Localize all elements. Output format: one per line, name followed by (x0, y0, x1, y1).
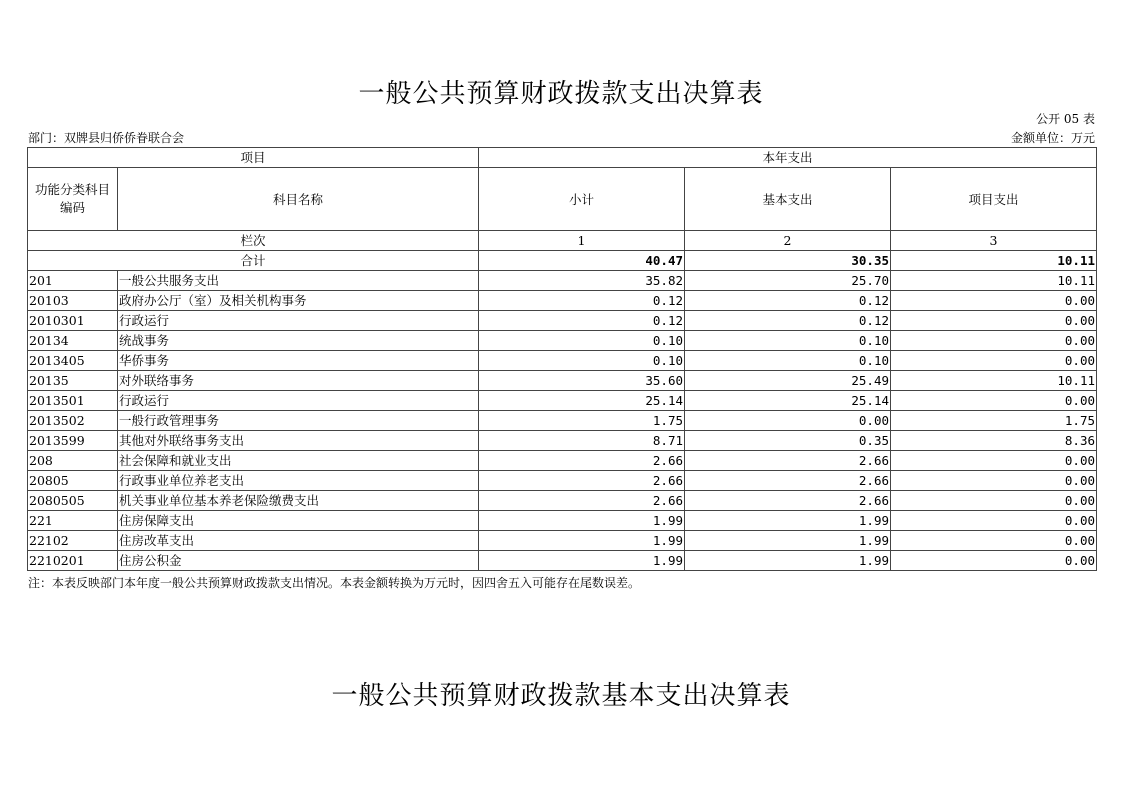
row-subtotal: 0.10 (479, 331, 685, 351)
table-note: 注：本表反映部门本年度一般公共预算财政拨款支出情况。本表金额转换为万元时，因四舍五入可能存在尾数误差。 (28, 576, 641, 590)
row-subtotal: 1.99 (479, 551, 685, 571)
row-code: 201 (28, 271, 118, 291)
row-project: 0.00 (891, 471, 1097, 491)
row-basic: 0.00 (685, 411, 891, 431)
total-basic: 30.35 (685, 251, 891, 271)
row-project: 1.75 (891, 411, 1097, 431)
row-subtotal: 2.66 (479, 451, 685, 471)
row-basic: 1.99 (685, 551, 891, 571)
table-row (28, 351, 1097, 371)
next-table-title: 一般公共预算财政拨款基本支出决算表 (331, 681, 791, 711)
row-project: 8.36 (891, 431, 1097, 451)
row-name: 其他对外联络事务支出 (118, 431, 479, 451)
row-project: 0.00 (891, 531, 1097, 551)
row-subtotal: 0.10 (479, 351, 685, 371)
total-label: 合计 (28, 251, 479, 271)
header-project-exp: 项目支出 (891, 168, 1097, 231)
table-row (28, 391, 1097, 411)
column-number-1: 1 (479, 231, 685, 251)
header-basic: 基本支出 (685, 168, 891, 231)
row-basic: 0.35 (685, 431, 891, 451)
row-subtotal: 35.60 (479, 371, 685, 391)
row-subtotal: 35.82 (479, 271, 685, 291)
row-name: 机关事业单位基本养老保险缴费支出 (118, 491, 479, 511)
row-code: 2080505 (28, 491, 118, 511)
row-basic: 25.70 (685, 271, 891, 291)
row-subtotal: 1.75 (479, 411, 685, 431)
amount-unit-label: 金额单位：万元 (1010, 131, 1095, 145)
row-code: 20134 (28, 331, 118, 351)
column-number-label: 栏次 (28, 231, 479, 251)
row-basic: 0.10 (685, 351, 891, 371)
row-name: 住房改革支出 (118, 531, 479, 551)
row-project: 10.11 (891, 271, 1097, 291)
header-subtotal: 小计 (479, 168, 685, 231)
row-basic: 2.66 (685, 491, 891, 511)
row-subtotal: 0.12 (479, 311, 685, 331)
table-row (28, 411, 1097, 431)
row-basic: 0.12 (685, 291, 891, 311)
table-row (28, 551, 1097, 571)
table-row (28, 491, 1097, 511)
row-name: 行政运行 (118, 311, 479, 331)
expenditure-table (27, 147, 1097, 571)
row-code: 221 (28, 511, 118, 531)
row-code: 2010301 (28, 311, 118, 331)
row-code: 20135 (28, 371, 118, 391)
row-name: 华侨事务 (118, 351, 479, 371)
header-code: 功能分类科目编码 (28, 168, 118, 231)
row-project: 0.00 (891, 311, 1097, 331)
row-project: 0.00 (891, 331, 1097, 351)
row-project: 10.11 (891, 371, 1097, 391)
header-project: 项目 (28, 148, 479, 168)
row-basic: 0.12 (685, 311, 891, 331)
column-number-2: 2 (685, 231, 891, 251)
row-project: 0.00 (891, 511, 1097, 531)
row-basic: 0.10 (685, 331, 891, 351)
row-code: 2013501 (28, 391, 118, 411)
row-name: 行政事业单位养老支出 (118, 471, 479, 491)
table-row (28, 331, 1097, 351)
header-row-1 (28, 148, 1097, 168)
table-row (28, 511, 1097, 531)
row-project: 0.00 (891, 551, 1097, 571)
total-row (28, 251, 1097, 271)
department-label: 部门：双牌县归侨侨眷联合会 (28, 131, 185, 145)
row-subtotal: 8.71 (479, 431, 685, 451)
row-project: 0.00 (891, 451, 1097, 471)
row-code: 22102 (28, 531, 118, 551)
total-subtotal: 40.47 (479, 251, 685, 271)
table-row (28, 291, 1097, 311)
row-name: 一般公共服务支出 (118, 271, 479, 291)
table-row (28, 451, 1097, 471)
row-code: 20805 (28, 471, 118, 491)
row-subtotal: 2.66 (479, 471, 685, 491)
table-row (28, 531, 1097, 551)
header-name: 科目名称 (118, 168, 479, 231)
row-project: 0.00 (891, 291, 1097, 311)
table-body (28, 148, 1097, 571)
column-number-3: 3 (891, 231, 1097, 251)
row-basic: 2.66 (685, 451, 891, 471)
row-basic: 1.99 (685, 511, 891, 531)
row-subtotal: 1.99 (479, 531, 685, 551)
row-basic: 2.66 (685, 471, 891, 491)
row-code: 208 (28, 451, 118, 471)
column-number-row (28, 231, 1097, 251)
page-title: 一般公共预算财政拨款支出决算表 (358, 79, 764, 109)
table-row (28, 431, 1097, 451)
table-row (28, 471, 1097, 491)
row-code: 20103 (28, 291, 118, 311)
row-basic: 1.99 (685, 531, 891, 551)
table-number: 公开 05 表 (1036, 112, 1095, 126)
table-row (28, 311, 1097, 331)
row-project: 0.00 (891, 491, 1097, 511)
row-name: 政府办公厅（室）及相关机构事务 (118, 291, 479, 311)
row-name: 行政运行 (118, 391, 479, 411)
row-basic: 25.14 (685, 391, 891, 411)
table-row (28, 271, 1097, 291)
row-name: 对外联络事务 (118, 371, 479, 391)
row-name: 一般行政管理事务 (118, 411, 479, 431)
row-project: 0.00 (891, 391, 1097, 411)
row-project: 0.00 (891, 351, 1097, 371)
table-row (28, 371, 1097, 391)
row-subtotal: 1.99 (479, 511, 685, 531)
row-basic: 25.49 (685, 371, 891, 391)
row-name: 住房保障支出 (118, 511, 479, 531)
row-name: 住房公积金 (118, 551, 479, 571)
row-subtotal: 0.12 (479, 291, 685, 311)
row-name: 统战事务 (118, 331, 479, 351)
row-subtotal: 25.14 (479, 391, 685, 411)
header-row-2 (28, 168, 1097, 231)
row-subtotal: 2.66 (479, 491, 685, 511)
total-project: 10.11 (891, 251, 1097, 271)
row-code: 2013502 (28, 411, 118, 431)
row-code: 2013599 (28, 431, 118, 451)
row-name: 社会保障和就业支出 (118, 451, 479, 471)
header-current-year: 本年支出 (479, 148, 1097, 168)
row-code: 2013405 (28, 351, 118, 371)
row-code: 2210201 (28, 551, 118, 571)
